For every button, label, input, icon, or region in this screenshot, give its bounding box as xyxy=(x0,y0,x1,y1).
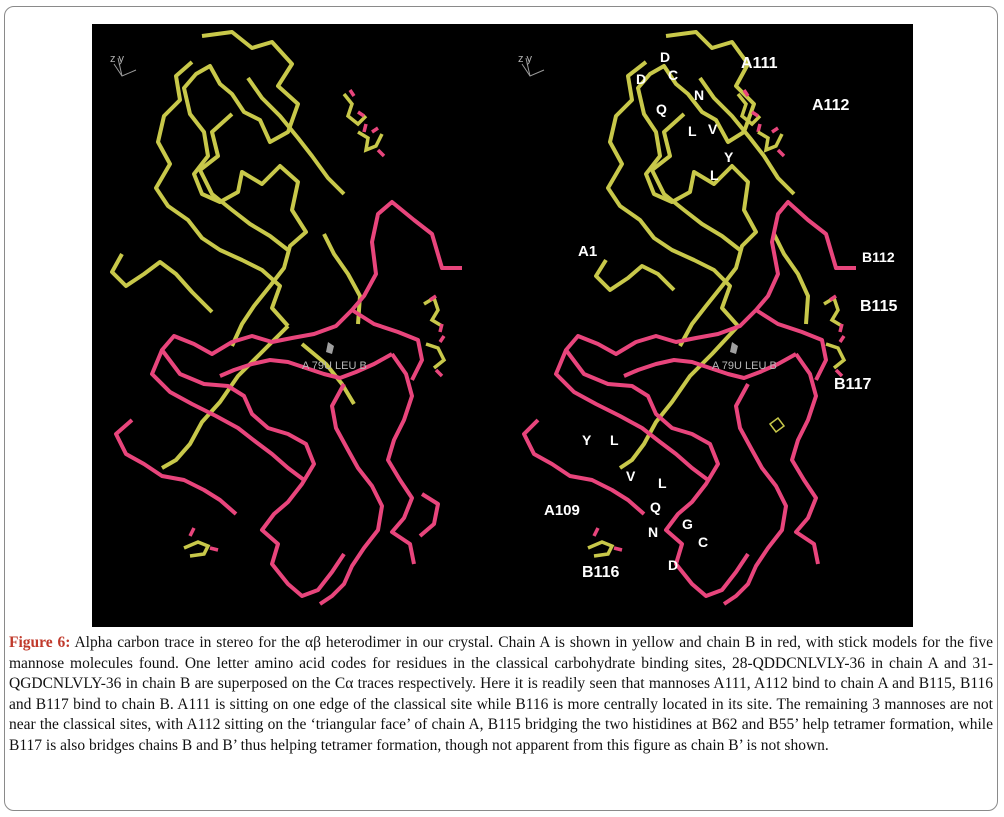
residue-a-l2: L xyxy=(710,167,719,183)
residue-b-q: Q xyxy=(650,499,661,515)
residue-a-l1: L xyxy=(688,123,697,139)
residue-a-y: Y xyxy=(724,149,734,165)
residue-b-n: N xyxy=(648,524,659,540)
figure-caption xyxy=(9,633,993,757)
label-a109: A109 xyxy=(544,502,580,519)
residue-b-d: D xyxy=(668,557,679,573)
residue-a-n: N xyxy=(694,87,705,103)
residue-a-q: Q xyxy=(656,101,667,117)
residue-b-v: V xyxy=(626,468,636,484)
residue-a-c: C xyxy=(668,67,679,83)
figure-background xyxy=(92,24,913,627)
residue-b-l2: L xyxy=(658,475,667,491)
residue-b-y: Y xyxy=(582,432,592,448)
label-a111: A111 xyxy=(741,55,778,72)
axis-label-left: z y xyxy=(110,53,125,65)
caption-label: Figure 6: xyxy=(9,634,71,651)
overlay-text-right: A 79U LEU B xyxy=(712,360,777,372)
residue-b-l1: L xyxy=(610,432,619,448)
caption-text: Alpha carbon trace in stereo for the αβ heterodimer in our crystal. Chain A is shown in yellow and chain B in red, with stick models for the five mannose molecules found. One letter amino acid codes for residues in the classical carbohydrate binding sites, 28-QDDCNLVLY-36 in chain A and 31-QGDCNLVLY-36 in chain B are superposed on the Cα traces respectively. Here it is readily seen that mannoses A111, A112 bind to chain A and B115, B116 and B117 bind to chain B. A111 is sitting on one edge of the classical site while B116 is more centrally located in its site. The remaining 3 mannoses are not near the classical sites, with A112 sitting on the ‘triangular face’ of chain A, B115 bridging the two histidines at B62 and B55’ help tetramer formation, while B117 is also bridges chains B and B’ thus helping tetramer formation, though not apparent from this figure as chain B’ is not shown. xyxy=(9,634,993,754)
stereo-figure xyxy=(92,24,913,627)
label-b115: B115 xyxy=(860,298,898,315)
overlay-text-left: A 79U LEU B xyxy=(302,360,367,372)
label-b116: B116 xyxy=(582,564,620,581)
residue-b-c: C xyxy=(698,534,709,550)
residue-b-g: G xyxy=(682,516,693,532)
label-a1: A1 xyxy=(578,243,598,260)
axis-label-right: z y xyxy=(518,53,533,65)
label-b112: B112 xyxy=(862,249,895,265)
residue-a-v: V xyxy=(708,121,718,137)
label-b117: B117 xyxy=(834,376,872,393)
residue-a-d2: D xyxy=(636,71,647,87)
residue-a-d1: D xyxy=(660,49,671,65)
label-a112: A112 xyxy=(812,97,850,114)
